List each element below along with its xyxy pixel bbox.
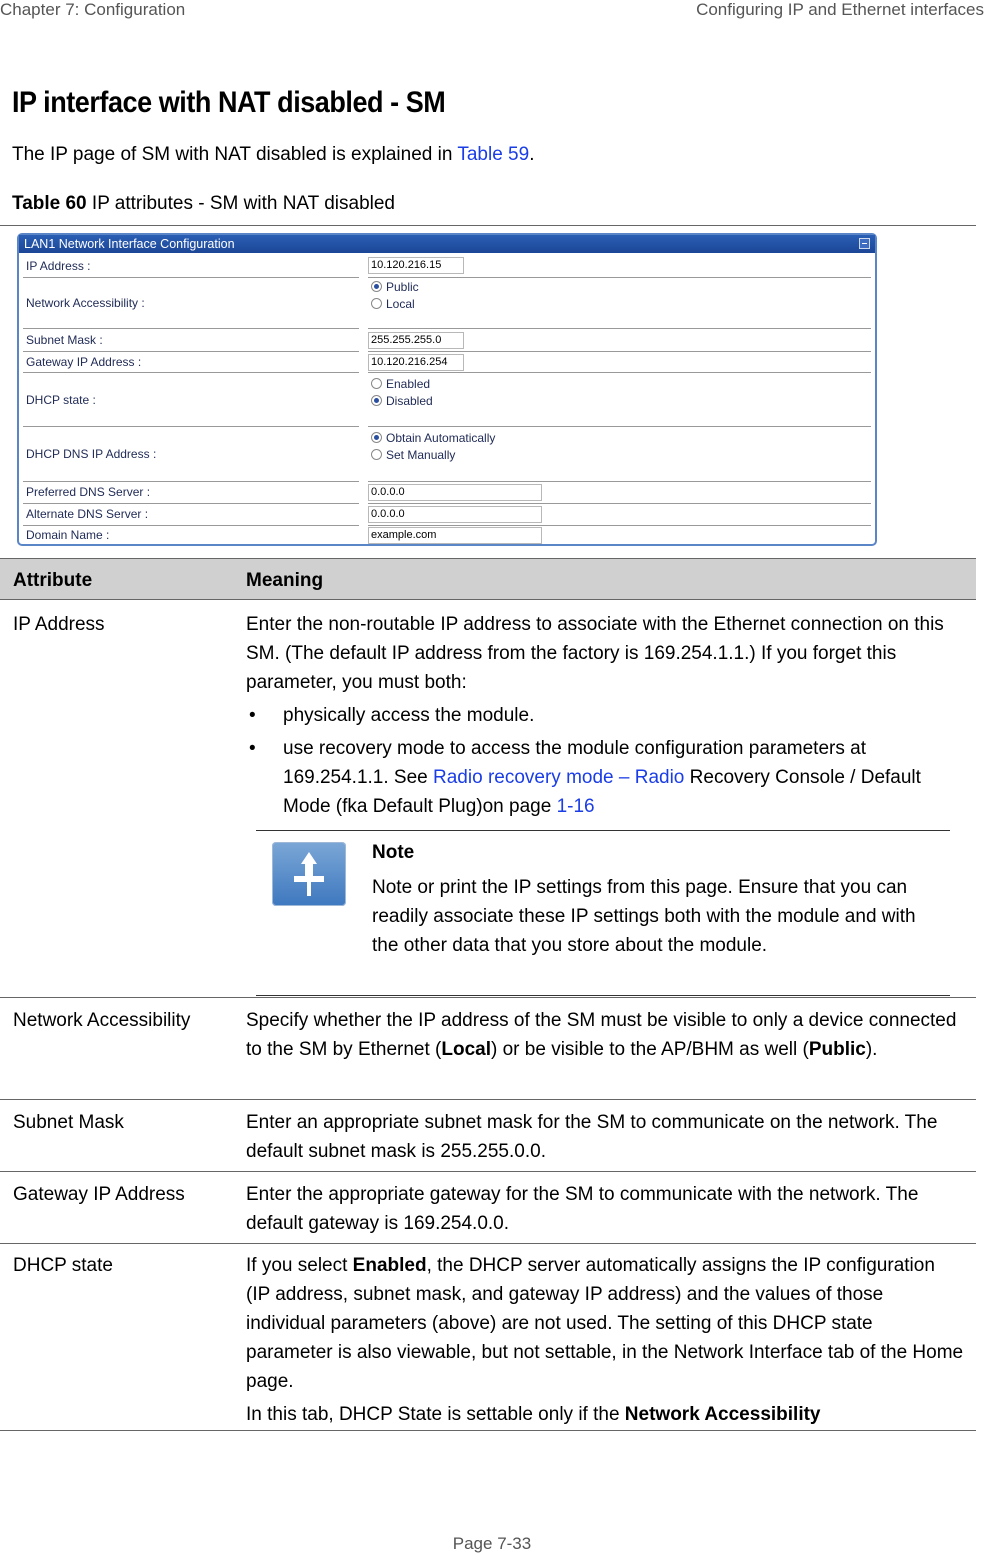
- header-section: Configuring IP and Ethernet interfaces: [696, 0, 984, 19]
- page-number: Page 7-33: [452, 1534, 532, 1553]
- bold-term: Enabled: [352, 1255, 427, 1276]
- dns-manual-label: Set Manually: [386, 448, 456, 462]
- netacc-local-radio[interactable]: [371, 297, 415, 311]
- row-ip-bullets: [246, 701, 964, 821]
- radio-unchecked-icon: [371, 378, 382, 389]
- panel-title-bar: [19, 235, 875, 253]
- gateway-input[interactable]: 10.120.216.254: [368, 354, 464, 371]
- col-attribute: Attribute: [13, 570, 93, 591]
- bold-term: Local: [441, 1039, 491, 1060]
- row-ip-meaning: [246, 610, 964, 825]
- row-dhcp-attr: DHCP state: [13, 1255, 113, 1276]
- radio-checked-icon: [371, 395, 382, 406]
- netacc-public-label: Public: [386, 280, 419, 294]
- text-run: , the DHCP server automatically assigns the IP configuration (IP address, subnet mask, and gateway IP address) and the values of those individual parameters (above) are not used. The setting of this DHCP state parameter is also viewable, but not settable, in the Network Interface tab of the Home page.: [246, 1255, 964, 1392]
- row-gateway-attr: Gateway IP Address: [13, 1184, 185, 1205]
- dns-auto-label: Obtain Automatically: [386, 431, 496, 445]
- bold-term: Public: [808, 1039, 866, 1060]
- page-link[interactable]: 1-16: [556, 796, 595, 817]
- dhcp-disabled-label: Disabled: [386, 394, 433, 408]
- intro-link[interactable]: Table 59: [457, 144, 530, 165]
- header-chapter: Chapter 7: Configuration: [0, 0, 186, 19]
- page-title: IP interface with NAT disabled - SM: [12, 86, 446, 119]
- bold-term: Network Accessibility: [624, 1404, 821, 1425]
- row-divider: [0, 1243, 976, 1244]
- text-run: ) or be visible to the AP/BHM as well (: [491, 1039, 809, 1060]
- row-gateway-meaning: Enter the appropriate gateway for the SM to communicate with the network. The default gateway is 169.254.0.0.: [246, 1184, 919, 1234]
- subnet-input[interactable]: 255.255.255.0: [368, 332, 464, 349]
- note-bottom-rule: [256, 995, 950, 996]
- ip-input[interactable]: 10.120.216.15: [368, 257, 464, 274]
- minimize-icon[interactable]: [859, 238, 870, 249]
- note-icon: [272, 842, 346, 906]
- row-netacc-meaning: [246, 1006, 964, 1064]
- caption-label: Table 60: [12, 193, 87, 214]
- text-run: Specify whether the IP address of the SM must be visible to only a device connected to the SM by Ethernet (: [246, 1010, 957, 1060]
- dns-label: DHCP DNS IP Address :: [26, 447, 157, 461]
- pref-dns-row: [23, 483, 871, 505]
- row-netacc-attr: Network Accessibility: [13, 1010, 191, 1031]
- table-top-rule: [0, 225, 976, 226]
- note-body: Note or print the IP settings from this page. Ensure that you can readily associate these IP settings both with the module and with the other data that you store about the module.: [372, 877, 916, 956]
- gateway-row: [23, 353, 871, 375]
- dns-auto-radio[interactable]: [371, 431, 495, 445]
- table-header: [0, 558, 976, 600]
- radio-checked-icon: [371, 432, 382, 443]
- ip-label: IP Address :: [26, 259, 91, 273]
- table-caption: [12, 193, 395, 215]
- row-dhcp-para2: [246, 1400, 964, 1429]
- dhcp-label: DHCP state :: [26, 393, 96, 407]
- netacc-label: Network Accessibility :: [26, 296, 145, 310]
- intro-paragraph: [12, 144, 534, 166]
- recovery-link[interactable]: Radio recovery mode – Radio: [433, 767, 685, 788]
- dhcp-row: [23, 375, 871, 429]
- bullet-item: [246, 734, 964, 821]
- config-panel: [17, 233, 877, 546]
- domain-row: [23, 527, 871, 545]
- panel-title: LAN1 Network Interface Configuration: [24, 237, 235, 251]
- pref-dns-input[interactable]: 0.0.0.0: [368, 484, 542, 501]
- pref-dns-label: Preferred DNS Server :: [26, 485, 151, 499]
- dns-row: [23, 429, 871, 483]
- bullet-text: use recovery mode to access the module configuration parameters at 169.254.1.1. See: [283, 738, 866, 788]
- table-bottom-rule: [0, 1430, 976, 1431]
- dns-manual-radio[interactable]: [371, 448, 455, 462]
- subnet-label: Subnet Mask :: [26, 333, 103, 347]
- intro-end: .: [529, 144, 535, 165]
- row-subnet-meaning: Enter an appropriate subnet mask for the SM to communicate on the network. The default subnet mask is 255.255.0.0.: [246, 1112, 938, 1162]
- radio-checked-icon: [371, 281, 382, 292]
- note-top-rule: [256, 830, 950, 831]
- dhcp-enabled-label: Enabled: [386, 377, 431, 391]
- radio-unchecked-icon: [371, 298, 382, 309]
- ip-row: [23, 257, 871, 279]
- row-divider: [0, 997, 976, 998]
- row-dhcp-para1: [246, 1251, 964, 1396]
- dhcp-disabled-radio[interactable]: [371, 394, 433, 408]
- domain-input[interactable]: example.com: [368, 527, 542, 544]
- gateway-label: Gateway IP Address :: [26, 355, 142, 369]
- text-run: If you select: [246, 1255, 353, 1276]
- row-ip-attr: IP Address: [13, 614, 105, 635]
- intro-text: The IP page of SM with NAT disabled is explained in: [12, 144, 458, 165]
- radio-unchecked-icon: [371, 449, 382, 460]
- subnet-row: [23, 331, 871, 353]
- row-divider: [0, 1099, 976, 1100]
- text-run: In this tab, DHCP State is settable only if the: [246, 1404, 625, 1425]
- bullet-text: Recovery Console / Default Mode (fka Default Plug)on page: [283, 767, 921, 817]
- note-title: Note: [372, 842, 415, 863]
- alt-dns-label: Alternate DNS Server :: [26, 507, 149, 521]
- dhcp-enabled-radio[interactable]: [371, 377, 430, 391]
- bullet-item: • physically access the module.: [246, 701, 964, 730]
- text-run: ).: [865, 1039, 878, 1060]
- alt-dns-input[interactable]: 0.0.0.0: [368, 506, 542, 523]
- netacc-public-radio[interactable]: [371, 280, 419, 294]
- row-ip-text: Enter the non-routable IP address to associate with the Ethernet connection on this SM. (The default IP address from the factory is 169.254.1.1.) If you forget this parameter, you must both:: [246, 614, 944, 693]
- domain-label: Domain Name :: [26, 528, 110, 542]
- row-divider: [0, 1171, 976, 1172]
- alt-dns-row: [23, 505, 871, 527]
- col-meaning: Meaning: [246, 570, 324, 591]
- netacc-local-label: Local: [386, 297, 415, 311]
- row-subnet-attr: Subnet Mask: [13, 1112, 124, 1133]
- caption-text: IP attributes - SM with NAT disabled: [86, 193, 395, 214]
- netacc-row: [23, 279, 871, 331]
- row-dhcp-meaning: [246, 1251, 964, 1429]
